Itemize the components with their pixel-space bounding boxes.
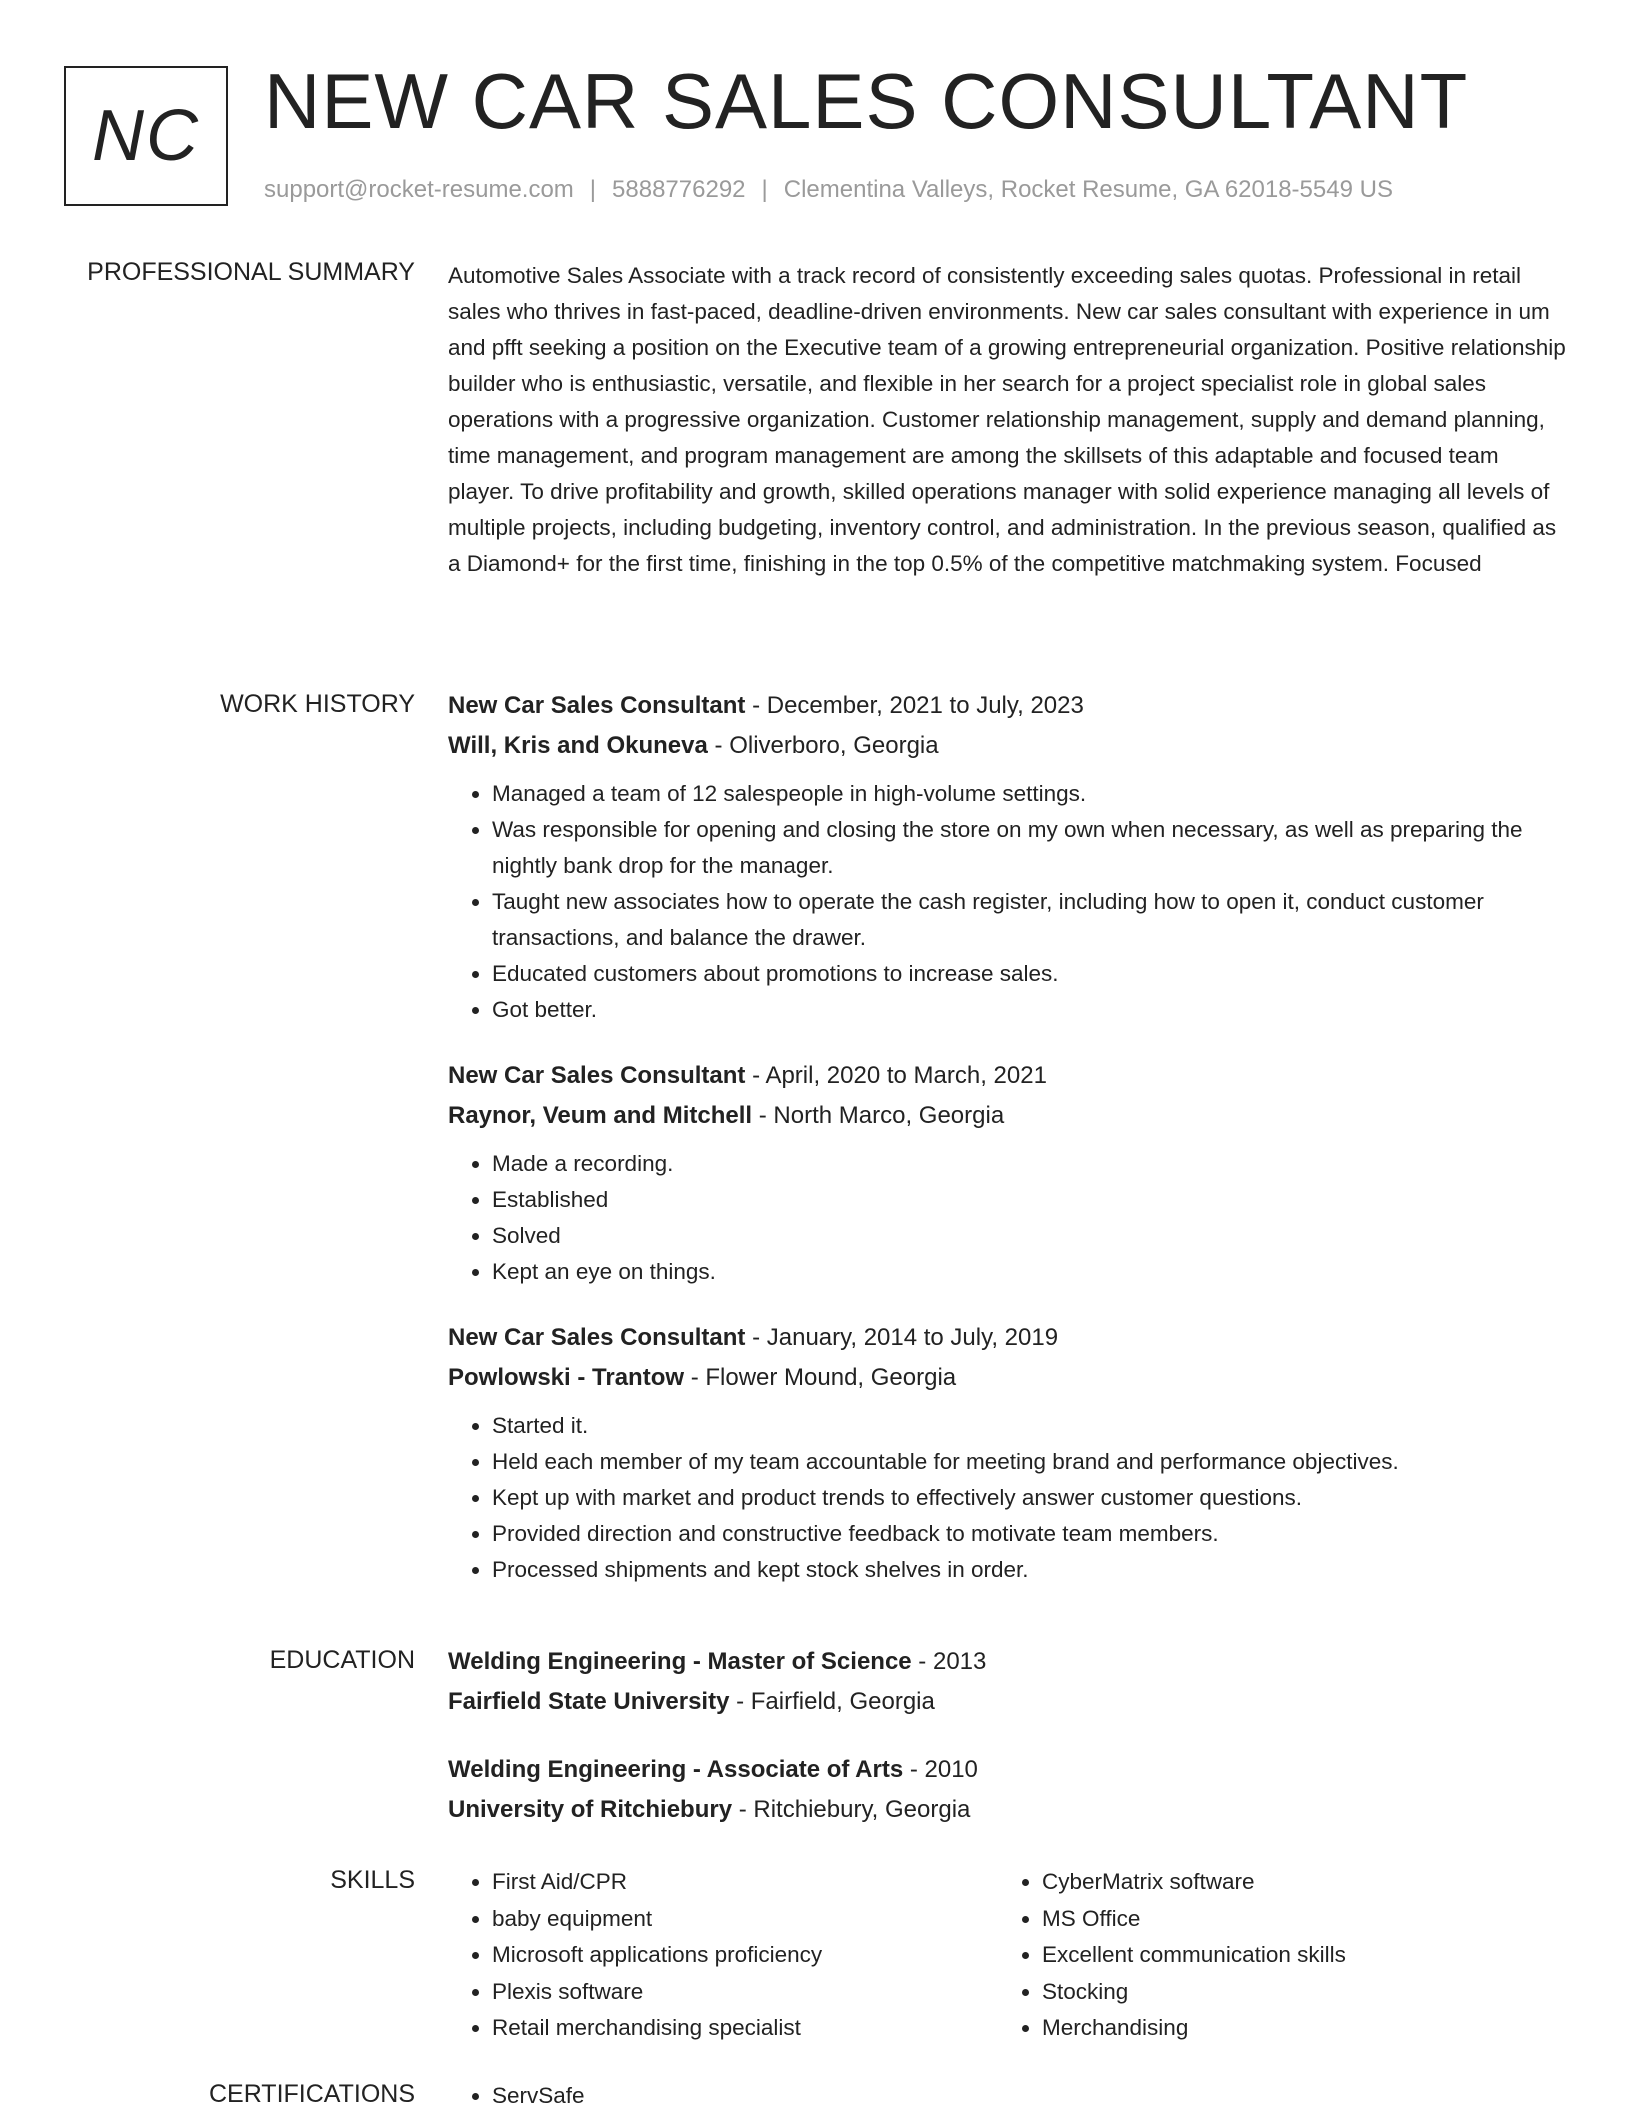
job-entry bbox=[448, 686, 1568, 1028]
graduation-year: 2013 bbox=[932, 1648, 987, 1675]
skill-item: • Excellent communication skills bbox=[1042, 1937, 1548, 1974]
dash: - bbox=[684, 1364, 706, 1391]
dash: - bbox=[745, 1062, 766, 1089]
education-entry bbox=[448, 1750, 1568, 1830]
degree: Welding Engineering - Master of Science bbox=[448, 1648, 912, 1675]
job-bullet: • Started it. bbox=[492, 1408, 1568, 1444]
degree: Welding Engineering - Associate of Arts bbox=[448, 1756, 904, 1783]
job-bullet: • Made a recording. bbox=[492, 1146, 1568, 1182]
dash: - bbox=[752, 1102, 774, 1129]
job-company: Will, Kris and Okuneva bbox=[448, 732, 708, 759]
school-line bbox=[448, 1682, 1568, 1722]
job-bullet: • Kept an eye on things. bbox=[492, 1254, 1568, 1290]
certifications-heading: CERTIFICATIONS bbox=[208, 2080, 415, 2108]
job-company: Powlowski - Trantow bbox=[448, 1364, 685, 1391]
dash: - bbox=[745, 1324, 767, 1351]
contact-email: support@rocket-resume.com bbox=[264, 176, 574, 203]
graduation-year: 2010 bbox=[924, 1756, 978, 1783]
job-bullet: • Educated customers about promotions to increase sales. bbox=[492, 956, 1568, 992]
job-bullet: • Held each member of my team accountable for meeting brand and performance objectives. bbox=[492, 1444, 1568, 1480]
work-history-heading: WORK HISTORY bbox=[220, 690, 415, 718]
education-heading: EDUCATION bbox=[269, 1646, 415, 1674]
contact-address: Clementina Valleys, Rocket Resume, GA 62018-5549 US bbox=[783, 176, 1393, 203]
job-location: Flower Mound, Georgia bbox=[705, 1364, 957, 1391]
dash: - bbox=[745, 692, 767, 719]
job-entry bbox=[448, 1318, 1568, 1588]
job-location: Oliverboro, Georgia bbox=[729, 732, 939, 759]
degree-line bbox=[448, 1750, 1568, 1790]
job-entry bbox=[448, 1056, 1568, 1290]
summary-heading: PROFESSIONAL SUMMARY bbox=[87, 258, 415, 286]
job-dates: January, 2014 to July, 2019 bbox=[766, 1324, 1059, 1351]
job-bullet: • Established bbox=[492, 1182, 1568, 1218]
job-title: New Car Sales Consultant bbox=[448, 1324, 746, 1351]
school-line bbox=[448, 1790, 1568, 1830]
job-title-line bbox=[448, 686, 1568, 726]
skill-item: • MS Office bbox=[1042, 1901, 1548, 1938]
skill-item: • Retail merchandising specialist bbox=[492, 2010, 998, 2047]
job-bullet: • Processed shipments and kept stock shelves in order. bbox=[492, 1552, 1568, 1588]
skill-item: • Plexis software bbox=[492, 1974, 998, 2011]
skill-item: • Stocking bbox=[1042, 1974, 1548, 2011]
certification-item: • ServSafe bbox=[492, 2078, 1568, 2114]
job-bullet: • Provided direction and constructive feedback to motivate team members. bbox=[492, 1516, 1568, 1552]
skill-item: • CyberMatrix software bbox=[1042, 1864, 1548, 1901]
job-bullet: • Taught new associates how to operate the cash register, including how to open it, conduct customer transactions, and balance the drawer. bbox=[492, 884, 1568, 956]
job-dates: April, 2020 to March, 2021 bbox=[765, 1062, 1047, 1089]
job-bullet: • Solved bbox=[492, 1218, 1568, 1254]
job-company-line bbox=[448, 1096, 1568, 1136]
job-location: North Marco, Georgia bbox=[773, 1102, 1005, 1129]
job-title-line bbox=[448, 1318, 1568, 1358]
skill-item: • Microsoft applications proficiency bbox=[492, 1937, 998, 1974]
job-company-line bbox=[448, 726, 1568, 766]
dash: - bbox=[732, 1796, 754, 1823]
degree-line bbox=[448, 1642, 1568, 1682]
education-list bbox=[448, 1642, 1568, 1858]
contact-phone: 5888776292 bbox=[612, 176, 746, 203]
dash: - bbox=[729, 1688, 751, 1715]
skills-column-right bbox=[998, 1864, 1548, 2047]
job-bullet: • Managed a team of 12 salespeople in high-volume settings. bbox=[492, 776, 1568, 812]
job-bullet: • Got better. bbox=[492, 992, 1568, 1028]
summary-text: Automotive Sales Associate with a track record of consistently exceeding sales quotas. Professional in retail sales who thrives in fast-paced, deadline-driven environments. New car sales consultant with experience in um and pfft seeking a position on the Executive team of a growing entrepreneurial organization. Positive relationship builder who is enthusiastic, versatile, and flexible in her search for a project specialist role in global sales operations with a progressive organization. Customer relationship management, supply and demand planning, time management, and program management are among the skillsets of this adaptable and focused team player. To drive profitability and growth, skilled operations manager with solid experience managing all levels of multiple projects, including budgeting, inventory control, and administration. In the previous season, qualified as a Diamond+ for the first time, finishing in the top 0.5% of the competitive matchmaking system. Focused bbox=[448, 263, 1566, 576]
job-dates: December, 2021 to July, 2023 bbox=[766, 692, 1084, 719]
job-company-line bbox=[448, 1358, 1568, 1398]
job-bullet: • Kept up with market and product trends to effectively answer customer questions. bbox=[492, 1480, 1568, 1516]
monogram-logo bbox=[64, 66, 228, 206]
skills-grid bbox=[448, 1864, 1568, 2047]
skill-item: • Merchandising bbox=[1042, 2010, 1548, 2047]
certifications-list bbox=[448, 2078, 1568, 2114]
job-bullets bbox=[448, 1408, 1568, 1588]
contact-separator: | bbox=[589, 176, 597, 203]
monogram-text: NC bbox=[92, 96, 200, 176]
job-company: Raynor, Veum and Mitchell bbox=[448, 1102, 753, 1129]
job-title-line bbox=[448, 1056, 1568, 1096]
education-entry bbox=[448, 1642, 1568, 1722]
resume-title: NEW CAR SALES CONSULTANT bbox=[264, 57, 1469, 145]
job-bullets bbox=[448, 776, 1568, 1028]
dash: - bbox=[903, 1756, 925, 1783]
school: University of Ritchiebury bbox=[448, 1796, 733, 1823]
skills-heading: SKILLS bbox=[330, 1866, 415, 1894]
school-location: Fairfield, Georgia bbox=[750, 1688, 935, 1715]
job-title: New Car Sales Consultant bbox=[448, 692, 746, 719]
skill-item: • baby equipment bbox=[492, 1901, 998, 1938]
school-location: Ritchiebury, Georgia bbox=[753, 1796, 971, 1823]
school: Fairfield State University bbox=[448, 1688, 730, 1715]
skills-column-left bbox=[448, 1864, 998, 2047]
dash: - bbox=[911, 1648, 933, 1675]
work-history-list bbox=[448, 686, 1568, 1616]
contact-separator: | bbox=[761, 176, 768, 203]
job-bullet: • Was responsible for opening and closing the store on my own when necessary, as well as preparing the nightly bank drop for the manager. bbox=[492, 812, 1568, 884]
contact-line bbox=[264, 176, 1393, 204]
dash: - bbox=[707, 732, 730, 759]
job-title: New Car Sales Consultant bbox=[448, 1062, 746, 1089]
skill-item: • First Aid/CPR bbox=[492, 1864, 998, 1901]
job-bullets bbox=[448, 1146, 1568, 1290]
